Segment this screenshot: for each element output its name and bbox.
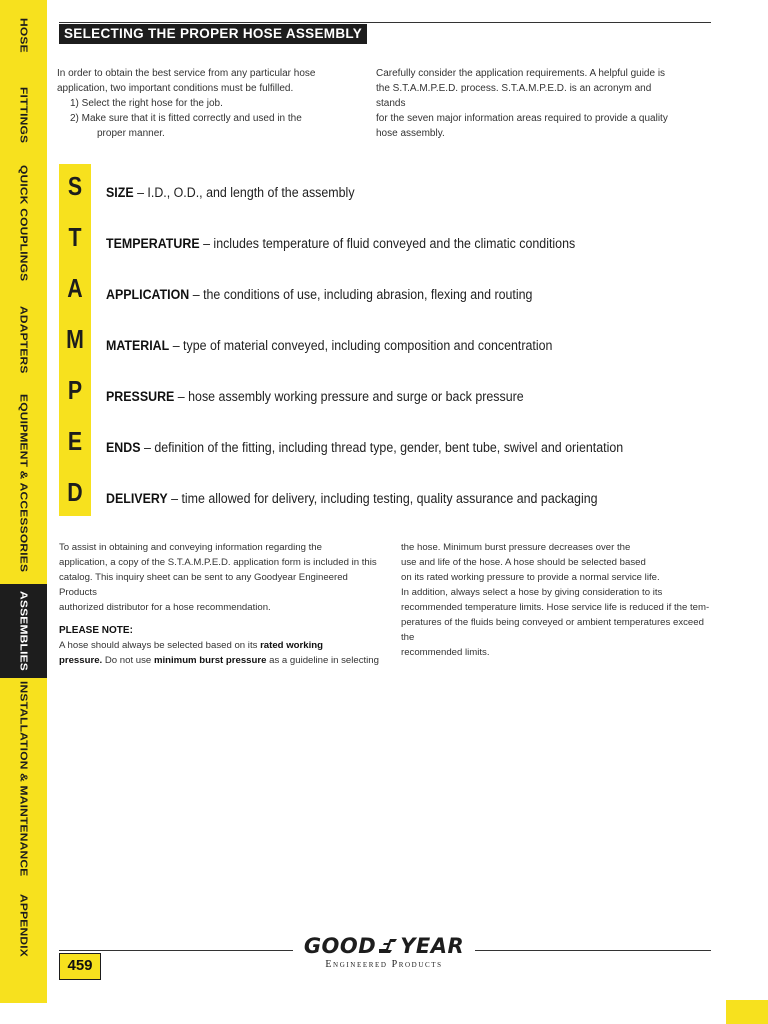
sidebar-tab-fittings[interactable]: FITTINGS (17, 86, 30, 144)
goodyear-logo: GOOD YEAR Engineered Products (293, 933, 475, 975)
header-rule (59, 22, 711, 23)
stamped-letter-d: D (67, 477, 83, 507)
stamped-letter-e: E (67, 426, 83, 456)
stamped-row-temperature: TEMPERATURE – includes temperature of fluid conveyed and the climatic conditions (106, 236, 576, 251)
stamped-letter-a: A (67, 273, 83, 303)
sidebar-tab-hose[interactable]: HOSE (17, 17, 30, 53)
intro-right-paragraph: Carefully consider the application requirements. A helpful guide is the S.T.A.M.P.E.D. process. S.T.A.M.P.E.D. is an acronym and stands for the seven major information areas required to provide a quality hose assembly. (376, 68, 668, 139)
stamped-row-pressure: PRESSURE – hose assembly working pressure and surge or back pressure (106, 389, 524, 404)
stamped-row-ends: ENDS – definition of the fitting, including thread type, gender, bent tube, swivel and orientation (106, 440, 624, 455)
intro-item-2: 2) Make sure that it is fitted correctly and used in the (70, 113, 302, 124)
sidebar-tab-quick-couplings[interactable]: QUICK COUPLINGS (17, 164, 30, 282)
intro-item-1: 1) Select the right hose for the job. (70, 98, 223, 109)
please-note-text-2: pressure. Do not use minimum burst pressure as a guideline in selecting (59, 655, 379, 666)
corner-tab (726, 1000, 768, 1024)
stamped-row-delivery: DELIVERY – time allowed for delivery, including testing, quality assurance and packaging (106, 491, 598, 506)
sidebar-tab-equipment-accessories[interactable]: EQUIPMENT & ACCESSORIES (17, 393, 30, 573)
sidebar-tab-assemblies[interactable]: ASSEMBLIES (0, 584, 47, 678)
sidebar-tab-installation-maintenance[interactable]: INSTALLATION & MAINTENANCE (17, 681, 30, 877)
sidebar-tab-adapters[interactable]: ADAPTERS (17, 306, 30, 374)
stamped-row-material: MATERIAL – type of material conveyed, including composition and concentration (106, 338, 553, 353)
stamped-letter-m: M (66, 324, 84, 354)
page-title: SELECTING THE PROPER HOSE ASSEMBLY (59, 24, 367, 44)
page-number: 459 (59, 953, 101, 980)
wingfoot-icon (377, 936, 399, 956)
stamped-row-application: APPLICATION – the conditions of use, including abrasion, flexing and routing (106, 287, 533, 302)
body-right-column: the hose. Minimum burst pressure decreases over the use and life of the hose. A hose should be selected based on its rated working pressure to provide a normal service life. In addition, always select a hose by giving consideration to its recommended temperature limits. Hose service life is reduced if the tem- peratures of the fluids being conveyed or ambient temperatures exceed the recommended limits. (401, 542, 710, 658)
body-left-column: To assist in obtaining and conveying information regarding the application, a copy of the S.T.A.M.P.E.D. application form is included in this catalog. This inquiry sheet can be sent to any Goodyear Engineered Products authorized distributor for a hose recommendation. PLEASE NOTE: A hose should always be selected based on its rated working pressure. Do not use minimum burst pressure as a guideline in selecting (59, 542, 379, 666)
stamped-letter-p: P (67, 375, 83, 405)
please-note-text-1: A hose should always be selected based on its rated working (59, 640, 323, 651)
stamped-letter-t: T (68, 222, 82, 252)
intro-left-paragraph: In order to obtain the best service from any particular hose application, two important conditions must be fulfilled. 1) Select the right hose for the job. 2) Make sure that it is fitted correctly and used in the proper manner. (57, 66, 347, 141)
stamped-letter-s: S (67, 171, 83, 201)
sidebar-tab-appendix[interactable]: APPENDIX (17, 893, 30, 957)
please-note-heading: PLEASE NOTE: (59, 625, 133, 636)
stamped-row-size: SIZE – I.D., O.D., and length of the assembly (106, 185, 355, 200)
